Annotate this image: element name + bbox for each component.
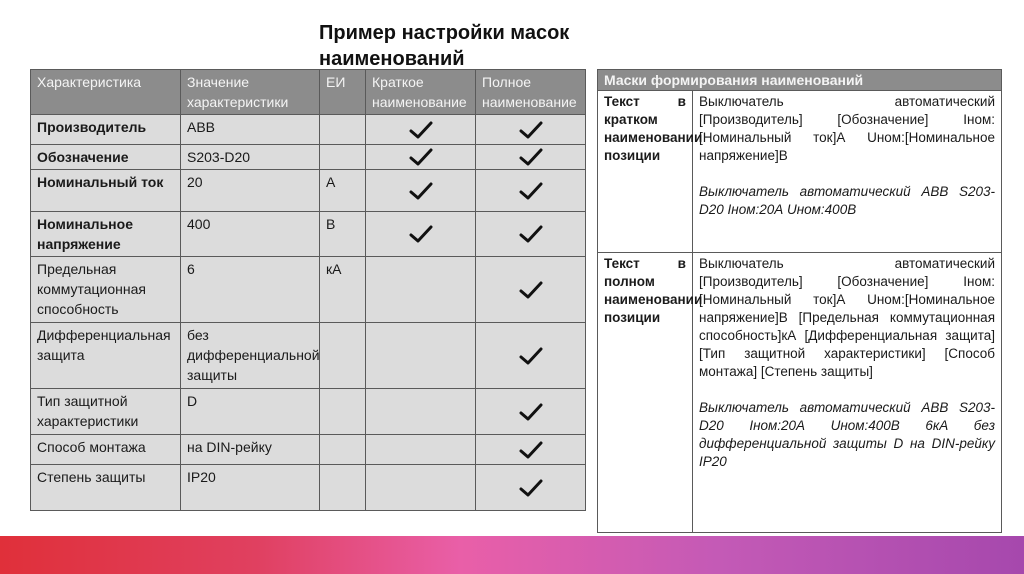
checkmark-icon [408,119,434,141]
checkmark-icon [408,223,434,245]
header-unit: ЕИ [320,70,366,115]
characteristic-row [31,257,586,323]
full-name-mark-cell [476,257,586,323]
characteristic-name: Обозначение [31,145,181,170]
short-name-mark-cell [366,145,476,170]
characteristic-value: без дифференциальной защиты [181,323,320,389]
checkmark-icon [518,180,544,202]
characteristic-unit [320,389,366,435]
page-title-line-2: наименований [319,48,465,70]
checkmark-icon [518,119,544,141]
characteristic-row [31,323,586,389]
checkmark-icon [518,146,544,168]
characteristic-name: Номинальный ток [31,170,181,212]
characteristic-row [31,115,586,145]
short-name-mark-cell [366,212,476,257]
short-name-mark-cell [366,170,476,212]
characteristic-value: 20 [181,170,320,212]
checkmark-icon [518,401,544,423]
characteristic-name: Степень защиты [31,465,181,511]
characteristic-unit: А [320,170,366,212]
short-name-mark-cell [366,115,476,145]
masks-row-short [598,91,1002,253]
characteristic-name: Дифференциальная защита [31,323,181,389]
full-name-mark-cell [476,145,586,170]
checkmark-icon [408,146,434,168]
characteristics-header-row [31,70,586,115]
characteristic-unit: кА [320,257,366,323]
characteristic-row [31,145,586,170]
masks-header-row [598,70,1002,91]
masks-row-full [598,253,1002,533]
full-name-mark-cell [476,435,586,465]
characteristic-value: D [181,389,320,435]
header-characteristic: Характеристика [31,70,181,115]
characteristic-row [31,465,586,511]
checkmark-icon [518,439,544,461]
checkmark-icon [518,345,544,367]
characteristic-unit [320,435,366,465]
full-name-mark-cell [476,465,586,511]
characteristic-unit [320,145,366,170]
full-name-mark-cell [476,170,586,212]
checkmark-icon [518,223,544,245]
characteristic-name: Способ монтажа [31,435,181,465]
short-name-mark-cell [366,465,476,511]
full-name-mask: Выключатель автоматический [Производитель] [Обозначение] Iном:[Номинальный ток]А Uном:[Номинальное напряжение]В [Предельная коммутационная способность]кА [Дифференциальная защита] [Тип защитной характеристики] [Способ монтажа] [Степень защиты] [699,256,996,379]
short-name-mark-cell [366,257,476,323]
characteristic-unit [320,323,366,389]
characteristic-value: ABB [181,115,320,145]
page-title [319,20,569,72]
short-name-cell [693,91,1002,253]
full-name-mark-cell [476,389,586,435]
page-title-line-1: Пример настройки масок [319,22,570,44]
short-name-mark-cell [366,323,476,389]
characteristic-value: IP20 [181,465,320,511]
characteristic-name: Производитель [31,115,181,145]
characteristic-value: 400 [181,212,320,257]
characteristic-name: Предельная коммутационная способность [31,257,181,323]
short-name-label: Текст в кратком наименовании позиции [598,91,693,253]
characteristic-name: Номинальное напряжение [31,212,181,257]
short-name-example: Выключатель автоматический ABB S203-D20 Iном:20А Uном:400В [699,184,996,217]
full-name-mark-cell [476,115,586,145]
checkmark-icon [518,279,544,301]
masks-table [597,69,1002,533]
short-name-mark-cell [366,389,476,435]
masks-header: Маски формирования наименований [598,70,1002,91]
full-name-mark-cell [476,323,586,389]
short-name-mark-cell [366,435,476,465]
header-value: Значение характеристики [181,70,320,115]
full-name-mark-cell [476,212,586,257]
header-short-name: Краткое наименование [366,70,476,115]
checkmark-icon [408,180,434,202]
full-name-example: Выключатель автоматический ABB S203-D20 Iном:20А Uном:400В 6кА без дифференциальной защиты D на DIN-рейку IP20 [699,400,996,469]
characteristic-name: Тип защитной характеристики [31,389,181,435]
header-full-name: Полное наименование [476,70,586,115]
characteristic-unit: В [320,212,366,257]
characteristic-unit [320,115,366,145]
bottom-accent-bar [0,536,1024,574]
characteristic-row [31,170,586,212]
full-name-cell [693,253,1002,533]
characteristic-row [31,212,586,257]
characteristic-value: на DIN-рейку [181,435,320,465]
checkmark-icon [518,477,544,499]
full-name-label: Текст в полном наименовании позиции [598,253,693,533]
characteristic-unit [320,465,366,511]
characteristics-table [30,69,586,511]
characteristic-row [31,389,586,435]
short-name-mask: Выключатель автоматический [Производитель] [Обозначение] Iном:[Номинальный ток]А Uном:[Номинальное напряжение]В [699,94,996,163]
characteristic-row [31,435,586,465]
characteristic-value: S203-D20 [181,145,320,170]
characteristic-value: 6 [181,257,320,323]
